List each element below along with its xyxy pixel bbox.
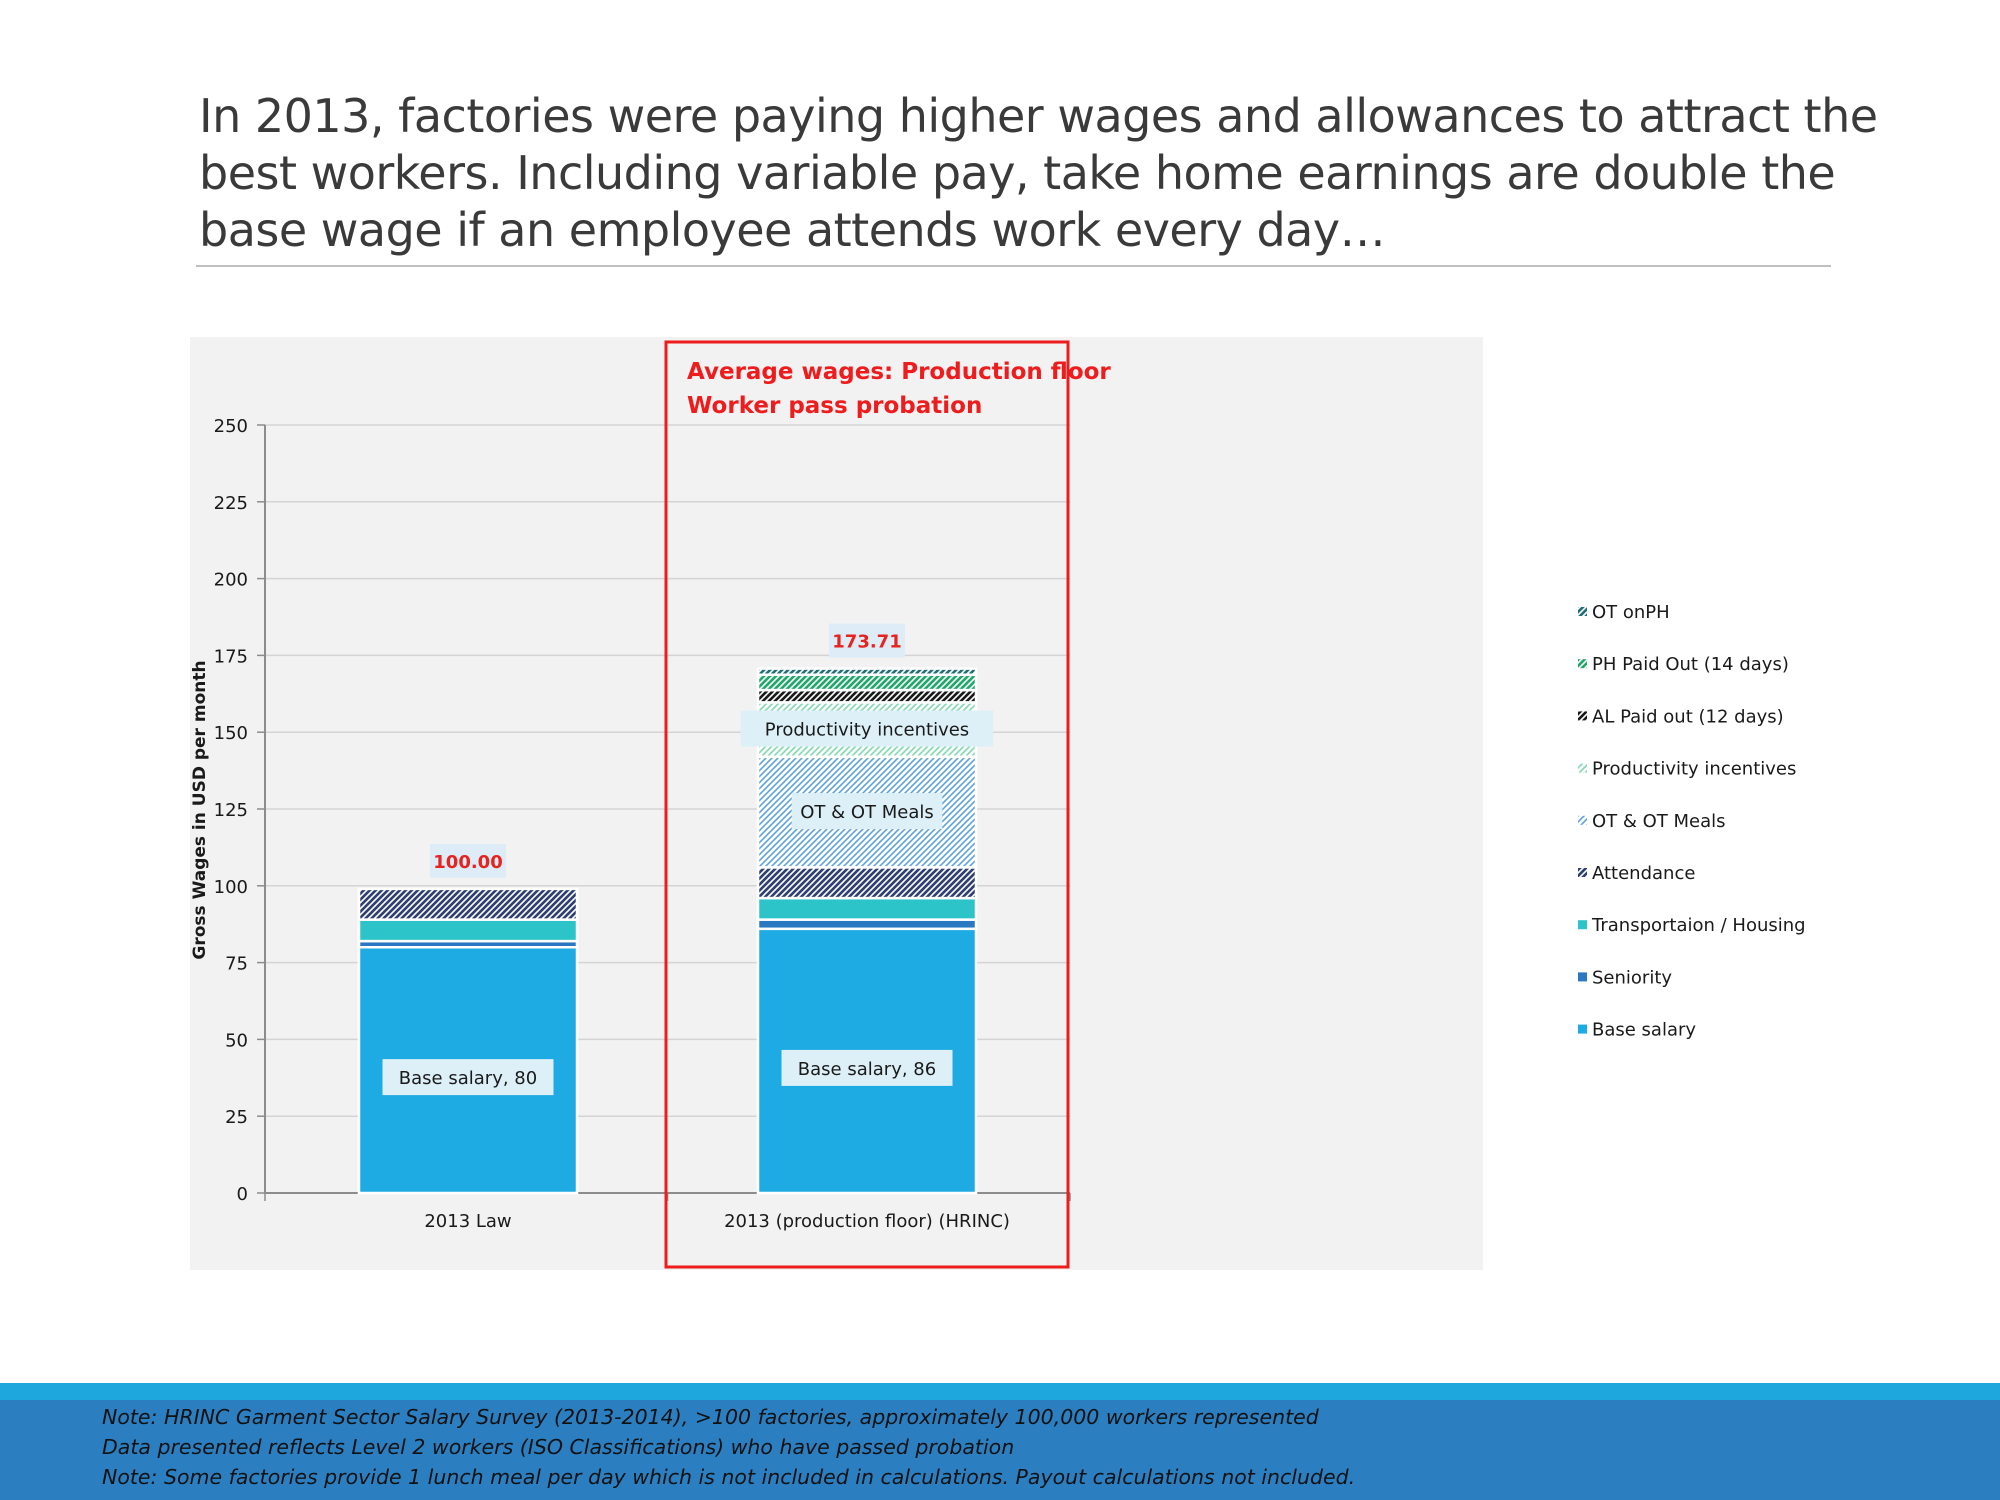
total-label: 173.71 [832,631,902,653]
legend-swatch-ot-onph [1578,607,1587,616]
footer-note-3: Note: Some factories provide 1 lunch meal per day which is not included in calculations. Payout calculations not included. [102,1465,1356,1489]
legend-label-ot-ot-meals: OT & OT Meals [1592,810,1726,832]
legend-label-seniority: Seniority [1592,967,1673,989]
legend-label-ph-paid-out-14-days: PH Paid Out (14 days) [1592,654,1789,676]
legend-label-al-paid-out-12-days: AL Paid out (12 days) [1592,706,1784,728]
bar-2013-production-floor-hrinc-ph-paid-out-14-days [758,675,976,690]
total-label: 100.00 [433,851,503,873]
footer-note-1: Note: HRINC Garment Sector Salary Survey (2013-2014), >100 factories, approximately 100,000 workers represented [102,1405,1319,1429]
bar-2013-production-floor-hrinc-al-paid-out-12-days [758,690,976,702]
y-tick-label: 75 [225,953,248,975]
x-tick-label: 2013 (production floor) (HRINC) [724,1211,1010,1232]
y-tick-label: 200 [213,569,248,591]
page-title: In 2013, factories were paying higher wages and allowances to attract the best workers. Including variable pay, take home earnings are double the base wage if an employee attends work every day… [199,89,1878,257]
y-tick-label: 0 [236,1184,248,1205]
legend-label-base-salary: Base salary [1592,1019,1697,1041]
bar-2013-production-floor-hrinc-seniority [758,920,976,929]
y-tick-label: 100 [213,876,248,898]
y-tick-label: 250 [213,416,248,437]
y-tick-label: 175 [213,646,248,668]
legend-swatch-seniority [1578,972,1587,981]
y-axis-label: Gross Wages in USD per month [190,660,210,960]
legend-swatch-productivity-incentives [1578,764,1587,773]
y-tick-label: 25 [225,1107,248,1129]
data-label: OT & OT Meals [800,802,934,824]
legend-swatch-ot-ot-meals [1578,816,1587,825]
legend-swatch-ph-paid-out-14-days [1578,659,1587,668]
footer-accent-strip [0,1383,2000,1400]
highlight-title-line-1: Average wages: Production floor [687,359,1111,385]
y-tick-label: 50 [225,1030,248,1052]
data-label: Base salary, 86 [797,1058,937,1080]
bar-2013-production-floor-hrinc-ot-onph [758,669,976,675]
legend-label-productivity-incentives: Productivity incentives [1592,758,1797,780]
legend-label-ot-onph: OT onPH [1592,602,1670,623]
highlight-title-line-2: Worker pass probation [687,393,983,419]
footer-notes [0,1400,2000,1500]
data-label: Productivity incentives [764,719,970,741]
x-tick-label: 2013 Law [424,1211,512,1232]
y-tick-label: 125 [213,800,248,821]
bar-2013-production-floor-hrinc-attendance [758,867,976,898]
bar-2013-law-attendance [359,889,577,920]
legend-label-transportaion-housing: Transportaion / Housing [1592,915,1806,937]
legend-swatch-base-salary [1578,1025,1587,1034]
legend-swatch-attendance [1578,868,1587,877]
legend-swatch-al-paid-out-12-days [1578,711,1587,720]
data-label: Base salary, 80 [398,1068,538,1090]
y-tick-label: 225 [213,492,248,514]
footer-note-2: Data presented reflects Level 2 workers (ISO Classifications) who have passed probation [102,1435,1015,1459]
bar-2013-production-floor-hrinc-transportaion-housing [758,898,976,920]
legend-swatch-transportaion-housing [1578,920,1587,929]
y-tick-label: 150 [213,723,248,745]
legend-label-attendance: Attendance [1592,863,1696,884]
bar-2013-law-transportaion-housing [359,920,577,942]
